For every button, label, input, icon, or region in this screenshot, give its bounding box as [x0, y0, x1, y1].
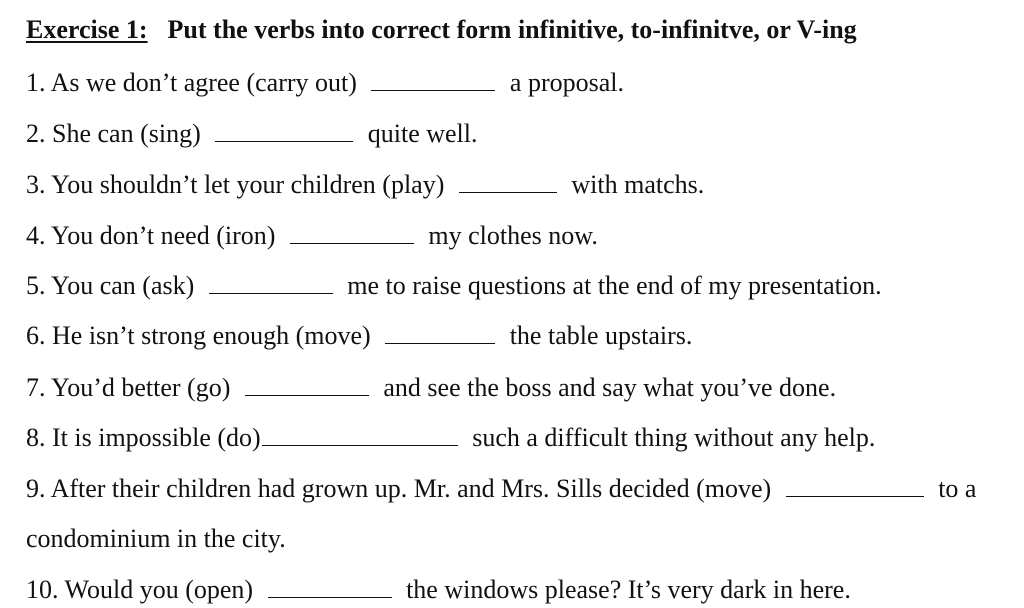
question-7-tail: and see the boss and say what you’ve done.: [383, 373, 837, 402]
answer-blank-2[interactable]: [215, 119, 353, 142]
question-6-tail: the table upstairs.: [509, 321, 693, 350]
question-3-tail: with matchs.: [571, 170, 705, 199]
question-2: [26, 119, 478, 149]
question-5: [26, 271, 882, 301]
answer-blank-6[interactable]: [385, 321, 495, 344]
question-8-tail: such a difficult thing without any help.: [472, 423, 876, 452]
question-3-text: 3. You shouldn’t let your children (play): [26, 170, 445, 199]
exercise-label: Exercise 1:: [26, 15, 148, 44]
question-1-tail: a proposal.: [509, 68, 624, 97]
answer-blank-8[interactable]: [262, 423, 458, 446]
question-10: [26, 575, 851, 605]
question-1-text: 1. As we don’t agree (carry out): [26, 68, 357, 97]
question-7-text: 7. You’d better (go): [26, 373, 231, 402]
question-9: [26, 474, 976, 504]
question-1: [26, 68, 624, 98]
question-8-text: 8. It is impossible (do): [26, 423, 261, 452]
question-5-text: 5. You can (ask): [26, 271, 195, 300]
question-7: [26, 373, 836, 403]
question-9-tail: to a: [938, 474, 977, 503]
question-4: [26, 221, 598, 251]
question-9-continuation-text: condominium in the city.: [26, 524, 286, 553]
answer-blank-1[interactable]: [371, 68, 495, 91]
answer-blank-4[interactable]: [290, 221, 414, 244]
answer-blank-3[interactable]: [459, 170, 557, 193]
question-8: [26, 423, 875, 453]
question-10-text: 10. Would you (open): [26, 575, 254, 604]
question-3: [26, 170, 704, 200]
question-6-text: 6. He isn’t strong enough (move): [26, 321, 371, 350]
answer-blank-9[interactable]: [786, 474, 924, 497]
exercise-heading: [26, 15, 857, 45]
question-10-tail: the windows please? It’s very dark in here.: [406, 575, 851, 604]
answer-blank-7[interactable]: [245, 373, 369, 396]
question-4-tail: my clothes now.: [428, 221, 598, 250]
question-9-continuation: [26, 524, 286, 554]
question-4-text: 4. You don’t need (iron): [26, 221, 276, 250]
question-5-tail: me to raise questions at the end of my presentation.: [347, 271, 882, 300]
answer-blank-5[interactable]: [209, 271, 333, 294]
question-9-text: 9. After their children had grown up. Mr. and Mrs. Sills decided (move): [26, 474, 772, 503]
question-2-tail: quite well.: [367, 119, 478, 148]
answer-blank-10[interactable]: [268, 575, 392, 598]
question-2-text: 2. She can (sing): [26, 119, 201, 148]
exercise-instruction: Put the verbs into correct form infinitive, to-infinitve, or V-ing: [167, 15, 857, 44]
question-6: [26, 321, 692, 351]
